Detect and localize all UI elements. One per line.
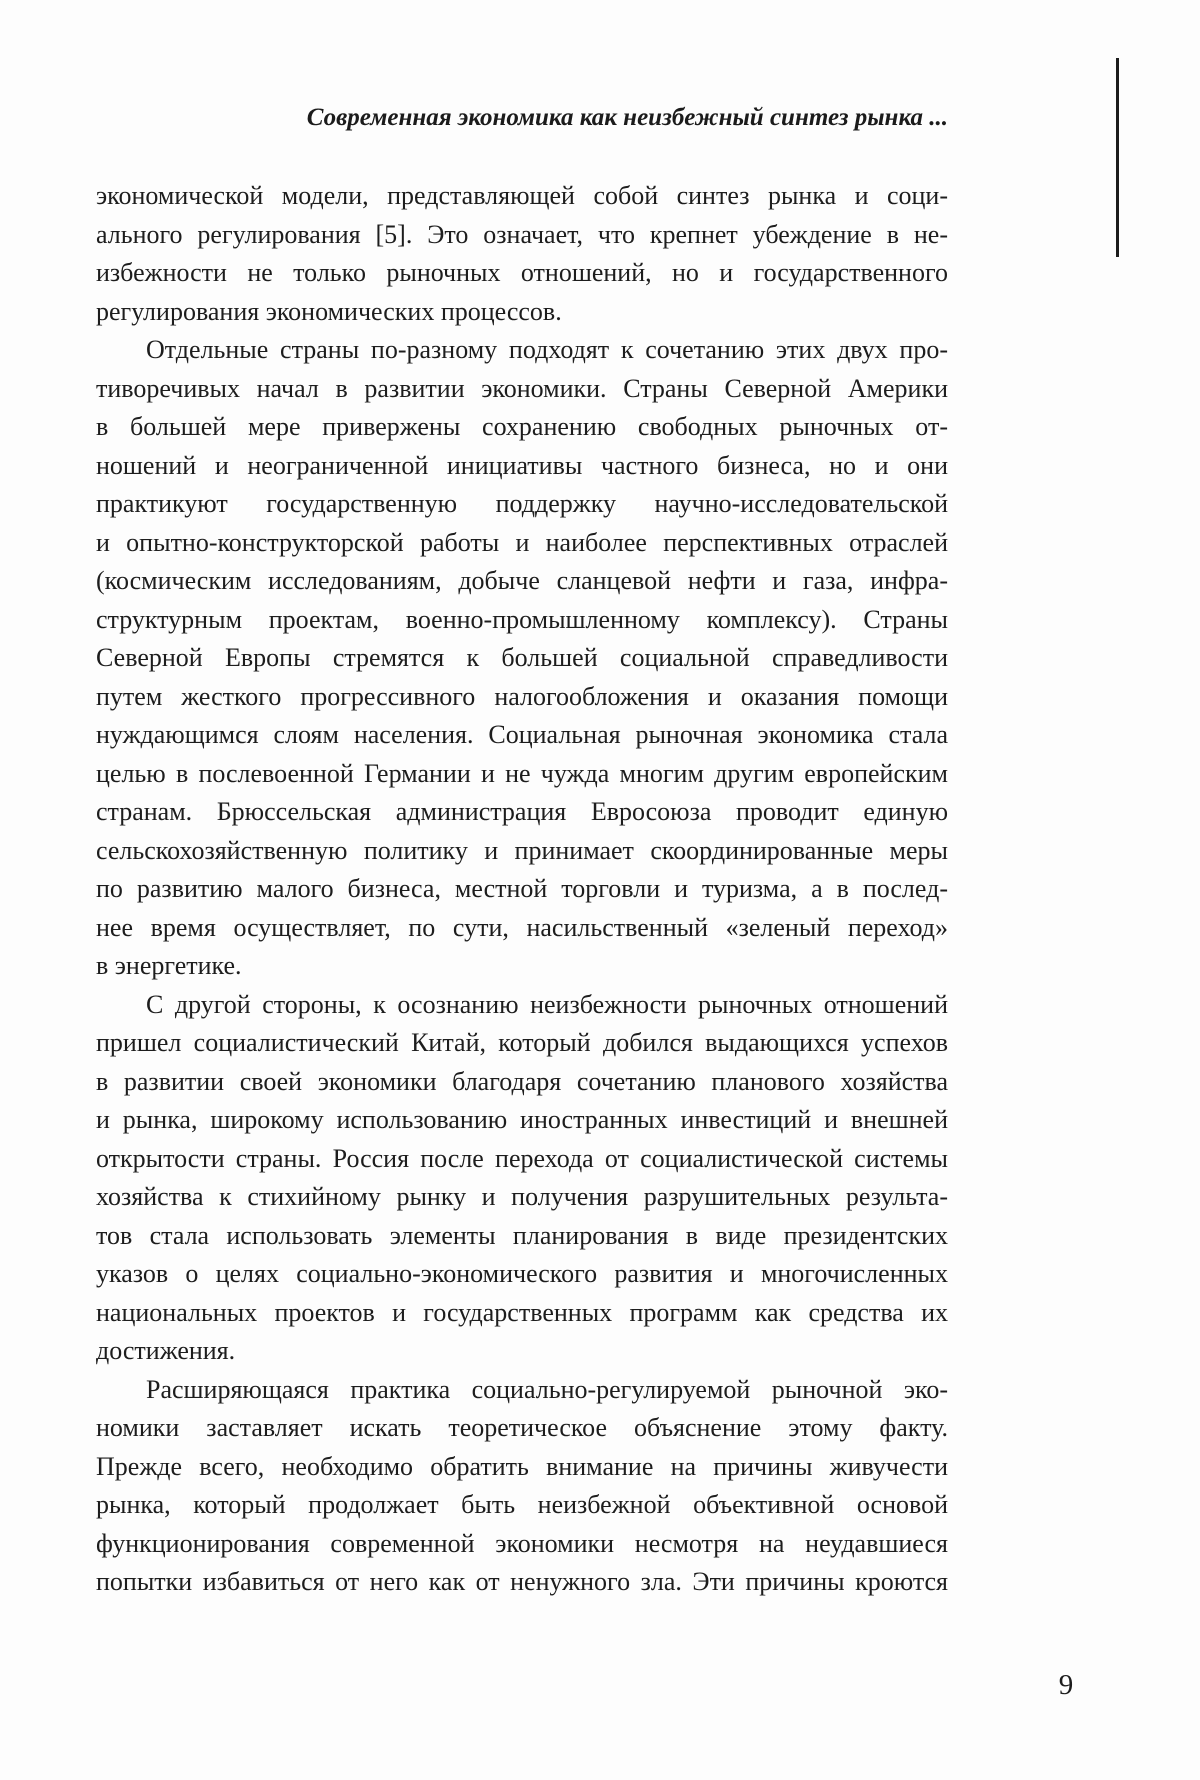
text-line: структурным проектам, военно-промышленному комплексу). Страны (96, 604, 948, 634)
text-line: в развитии своей экономики благодаря сочетанию планового хозяйства (96, 1066, 948, 1096)
text-line: С другой стороны, к осознанию неизбежности рыночных отношений (146, 989, 948, 1019)
text-line: ношений и неограниченной инициативы частного бизнеса, но и они (96, 450, 948, 480)
text-line: Прежде всего, необходимо обратить внимание на причины живучести (96, 1451, 948, 1481)
text-line: тиворечивых начал в развитии экономики. Страны Северной Америки (96, 373, 948, 403)
text-line: сельскохозяйственную политику и принимает скоординированные меры (96, 835, 948, 865)
text-line: регулирования экономических процессов. (96, 296, 562, 326)
text-line: (космическим исследованиям, добыче сланцевой нефти и газа, инфра- (96, 566, 948, 595)
text-line: нее время осуществляет, по сути, насильственный «зеленый переход» (96, 912, 948, 942)
page-number: 9 (1058, 1669, 1074, 1701)
text-line: открытости страны. Россия после перехода от социалистической системы (96, 1143, 948, 1173)
margin-rule (1116, 58, 1119, 257)
text-line: и рынка, широкому использованию иностранных инвестиций и внешней (96, 1105, 948, 1134)
text-line: целью в послевоенной Германии и не чужда многим другим европейским (96, 758, 948, 788)
text-line: в энергетике. (96, 951, 242, 980)
running-header: Современная экономика как неизбежный синтез рынка ... (306, 104, 948, 131)
text-line: тов стала использовать элементы планирования в виде президентских (96, 1220, 948, 1250)
text-line: номики заставляет искать теоретическое объяснение этому факту. (96, 1413, 948, 1442)
text-line: странам. Брюссельская администрация Евросоюза проводит единую (96, 797, 948, 826)
text-line: ального регулирования [5]. Это означает, что крепнет убеждение в не- (96, 219, 948, 249)
text-line: хозяйства к стихийному рынку и получения разрушительных результа- (96, 1182, 948, 1211)
text-line: пришел социалистический Китай, который добился выдающихся успехов (96, 1028, 948, 1057)
text-line: практикуют государственную поддержку научно-исследовательской (96, 489, 948, 518)
text-line: и опытно-конструкторской работы и наиболее перспективных отраслей (96, 527, 948, 557)
text-line: Северной Европы стремятся к большей социальной справедливости (96, 643, 948, 672)
text-line: избежности не только рыночных отношений, но и государственного (96, 258, 948, 287)
text-line: по развитию малого бизнеса, местной торговли и туризма, а в послед- (96, 874, 948, 903)
text-line: национальных проектов и государственных программ как средства их (96, 1297, 948, 1327)
text-line: нуждающимся слоям населения. Социальная рыночная экономика стала (96, 720, 948, 749)
text-line: Отдельные страны по-разному подходят к сочетанию этих двух про- (146, 335, 948, 364)
body-text (96, 177, 948, 1602)
text-line: попытки избавиться от него как от ненужного зла. Эти причины кроются (96, 1567, 948, 1596)
text-line: Расширяющаяся практика социально-регулируемой рыночной эко- (146, 1374, 948, 1404)
text-line: достижения. (96, 1336, 236, 1365)
text-line: экономической модели, представляющей собой синтез рынка и соци- (96, 181, 948, 210)
text-line: рынка, который продолжает быть неизбежной объективной основой (96, 1490, 948, 1519)
text-line: путем жесткого прогрессивного налогообложения и оказания помощи (96, 681, 948, 711)
text-line: в большей мере привержены сохранению свободных рыночных от- (96, 412, 948, 441)
text-line: функционирования современной экономики несмотря на неудавшиеся (96, 1528, 948, 1558)
text-line: указов о целях социально-экономического развития и многочисленных (96, 1259, 948, 1288)
